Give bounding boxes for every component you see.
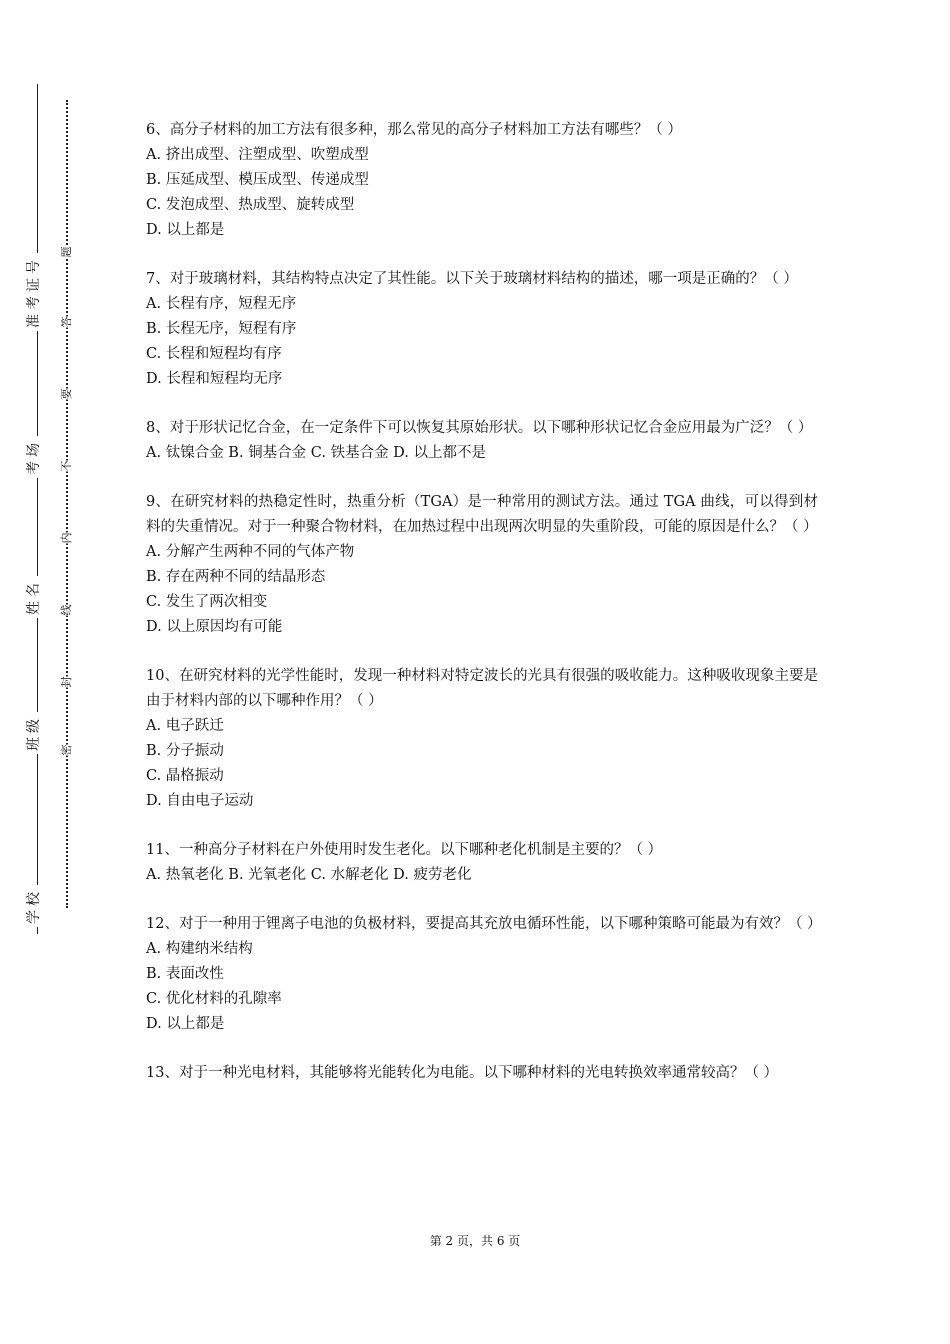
question-12	[146, 912, 822, 1037]
seal-warning-char: 封	[57, 677, 75, 688]
question-stem: 8、对于形状记忆合金，在一定条件下可以恢复其原始形状。以下哪种形状记忆合金应用最为广泛？（ ）	[146, 420, 813, 436]
binding-solid-line	[37, 84, 38, 934]
question-stem: 9、在研究材料的热稳定性时，热重分析（TGA）是一种常用的测试方法。通过 TGA 曲线，可以得到材料的失重情况。对于一种聚合物材料，在加热过程中出现两次明显的失重阶段，可能的原因是什么？（ ）	[146, 494, 818, 535]
inline-options: A. 钛镍合金 B. 铜基合金 C. 铁基合金 D. 以上都不是	[146, 445, 487, 461]
question-8	[146, 416, 818, 466]
question-stem: 10、在研究材料的光学性能时，发现一种材料对特定波长的光具有很强的吸收能力。这种吸收现象主要是由于材料内部的以下哪种作用？（ ）	[146, 668, 818, 709]
question-stem: 13、对于一种光电材料，其能够将光能转化为电能。以下哪种材料的光电转换效率通常较高？（ ）	[146, 1065, 779, 1081]
seal-warning-char: 题	[57, 247, 75, 258]
question-11	[146, 838, 818, 888]
option-a: A. 构建纳米结构	[146, 941, 253, 957]
seal-warning-char: 线	[57, 605, 75, 616]
option-c: C. 发泡成型、热成型、旋转成型	[146, 197, 355, 213]
option-d: D. 以上都是	[146, 222, 225, 238]
option-d: D. 长程和短程均无序	[146, 371, 283, 387]
seal-warning-char: 要	[57, 389, 75, 400]
question-stem: 7、对于玻璃材料，其结构特点决定了其性能。以下关于玻璃材料结构的描述，哪一项是正确的？（ ）	[146, 271, 798, 287]
option-c: C. 发生了两次相变	[146, 594, 268, 610]
option-a: A. 挤出成型、注塑成型、吹塑成型	[146, 147, 369, 163]
seal-warning-char: 答	[57, 317, 75, 328]
option-d: D. 以上都是	[146, 1016, 225, 1032]
option-b: B. 长程无序，短程有序	[146, 321, 297, 337]
question-10	[146, 664, 818, 814]
field-label-class: 班级	[23, 712, 43, 754]
seal-warning-char: 密	[57, 745, 75, 756]
option-a: A. 长程有序，短程无序	[146, 296, 297, 312]
seal-warning-char: 不	[57, 461, 75, 472]
question-6	[146, 118, 818, 243]
option-c: C. 优化材料的孔隙率	[146, 991, 282, 1007]
option-b: B. 分子振动	[146, 743, 224, 759]
question-stem: 6、高分子材料的加工方法有很多种，那么常见的高分子材料加工方法有哪些？（ ）	[146, 122, 682, 138]
option-a: A. 分解产生两种不同的气体产物	[146, 544, 355, 560]
field-label-room: 考场	[23, 436, 43, 478]
field-label-name: 姓名	[23, 576, 43, 618]
option-b: B. 压延成型、模压成型、传递成型	[146, 172, 369, 188]
question-9	[146, 490, 818, 640]
option-d: D. 自由电子运动	[146, 793, 254, 809]
option-c: C. 晶格振动	[146, 768, 224, 784]
question-7	[146, 267, 818, 392]
page-number: 第 2 页，共 6 页	[429, 1234, 521, 1248]
question-stem: 12、对于一种用于锂离子电池的负极材料，要提高其充放电循环性能，以下哪种策略可能最为有效？（ ）	[146, 916, 822, 932]
option-a: A. 电子跃迁	[146, 718, 224, 734]
option-b: B. 表面改性	[146, 966, 224, 982]
field-label-school: 学校	[23, 885, 43, 927]
option-c: C. 长程和短程均有序	[146, 346, 282, 362]
option-d: D. 以上原因均有可能	[146, 619, 283, 635]
field-label-exam-id: 准考证号	[23, 253, 43, 331]
option-b: B. 存在两种不同的结晶形态	[146, 569, 326, 585]
binding-dotted-line	[66, 100, 68, 908]
question-list	[146, 118, 822, 1110]
question-13	[146, 1061, 818, 1086]
question-stem: 11、一种高分子材料在户外使用时发生老化。以下哪种老化机制是主要的？（ ）	[146, 842, 663, 858]
seal-warning-char: 内	[57, 533, 75, 544]
inline-options: A. 热氧老化 B. 光氧老化 C. 水解老化 D. 疲劳老化	[146, 867, 472, 883]
